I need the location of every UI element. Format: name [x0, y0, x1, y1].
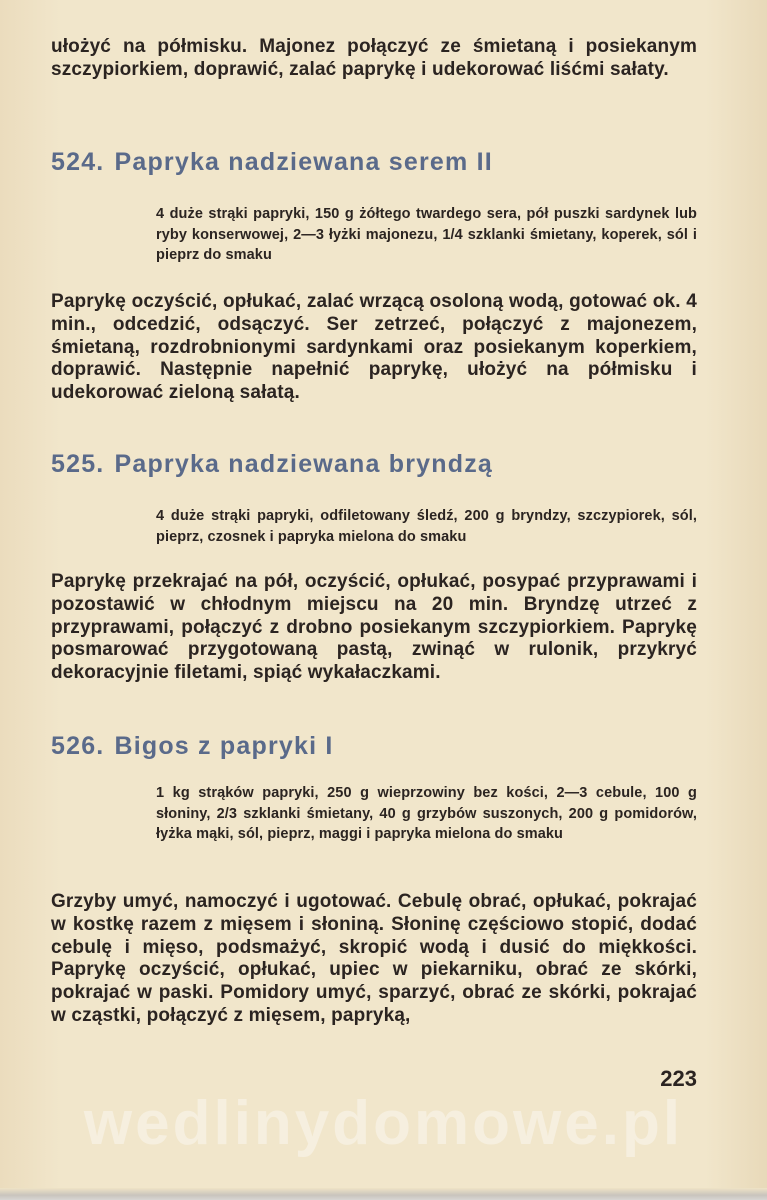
intro-paragraph: ułożyć na półmisku. Majonez połączyć ze śmietaną i posiekanym szczypiorkiem, doprawić, zalać paprykę i udekorować liśćmi sałaty.	[51, 36, 697, 80]
recipe-number: 526.	[51, 732, 105, 760]
recipe-number: 524.	[51, 148, 105, 176]
recipe-title: Papryka nadziewana serem II	[114, 148, 493, 176]
page-bottom-edge	[0, 1188, 767, 1200]
recipe-method-526: Grzyby umyć, namoczyć i ugotować. Cebulę obrać, opłukać, pokrajać w kostkę razem z mięsem i słoniną. Słoninę częściowo stopić, dodać cebulę i mięso, podsmażyć, skropić wodą i dusić do miękkości. Paprykę oczyścić, opłukać, upiec w piekarniku, obrać ze skórki, pokrajać w paski. Pomidory umyć, sparzyć, obrać ze skórki, pokrajać w cząstki, połączyć z mięsem, papryką,	[51, 891, 697, 1026]
recipe-method-525: Paprykę przekrajać na pół, oczyścić, opłukać, posypać przyprawami i pozostawić w chłodnym miejscu na 20 min. Bryndzę utrzeć z przyprawami, połączyć z drobno posiekanym szczypiorkiem. Paprykę posmarować przygotowaną pastą, zwinąć w rulonik, przykryć dekoracyjnie filetami, spiąć wykałaczkami.	[51, 571, 697, 684]
recipe-heading-525	[51, 450, 697, 479]
recipe-ingredients-525: 4 duże strąki papryki, odfiletowany śledź, 200 g bryndzy, szczypiorek, sól, pieprz, czosnek i papryka mielona do smaku	[156, 508, 697, 545]
watermark: wedlinydomowe.pl	[83, 1089, 684, 1158]
recipe-ingredients-526: 1 kg strąków papryki, 250 g wieprzowiny bez kości, 2—3 cebule, 100 g słoniny, 2/3 szklanki śmietany, 40 g grzybów suszonych, 200 g pomidorów, łyżka mąki, sól, pieprz, maggi i papryka mielona do smaku	[156, 785, 697, 842]
recipe-heading-524	[51, 148, 697, 177]
recipe-method-524: Paprykę oczyścić, opłukać, zalać wrzącą osoloną wodą, gotować ok. 4 min., odcedzić, odsączyć. Ser zetrzeć, połączyć z majonezem, śmietaną, rozdrobnionymi sardynkami oraz posiekanym koperkiem, doprawić. Następnie napełnić paprykę, ułożyć na półmisku i udekorować zieloną sałatą.	[51, 291, 697, 404]
recipe-title: Papryka nadziewana bryndzą	[114, 450, 494, 478]
recipe-heading-526	[51, 732, 697, 761]
recipe-title: Bigos z papryki I	[114, 732, 334, 760]
recipe-ingredients-524: 4 duże strąki papryki, 150 g żółtego twardego sera, pół puszki sardynek lub ryby konserwowej, 2—3 łyżki majonezu, 1/4 szklanki śmietany, koperek, sól i pieprz do smaku	[156, 206, 697, 263]
recipe-number: 525.	[51, 450, 105, 478]
page-number: 223	[660, 1066, 697, 1091]
